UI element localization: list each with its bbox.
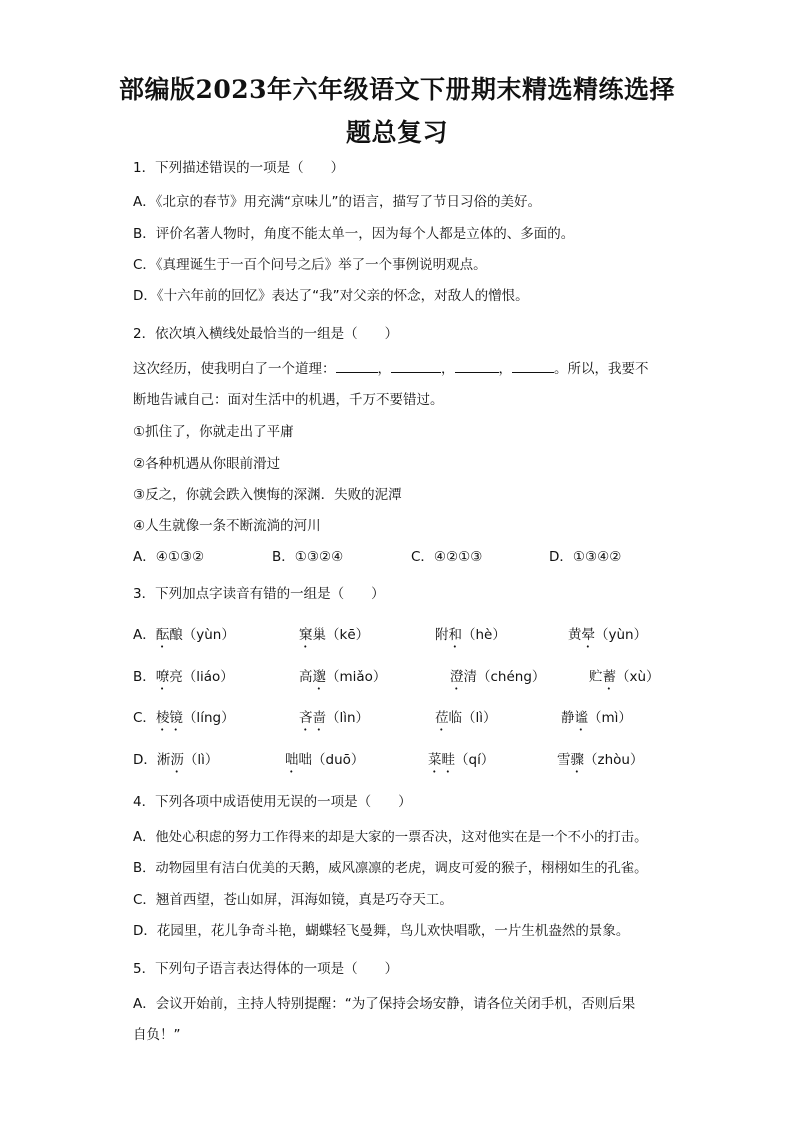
- question-2-stem: 2．依次填入横线处最恰当的一组是（ ）: [133, 326, 399, 342]
- question-1-stem: 1．下列描述错误的一项是（ ）: [133, 160, 345, 176]
- dotted-char: 咄: [285, 752, 299, 768]
- q3-row-c-item-3: 莅临（lì）: [435, 710, 497, 726]
- question-2-option-a: A．④①③②: [133, 549, 205, 565]
- dotted-char: 嘹: [155, 669, 170, 685]
- question-1-option-a: A．《北京的春节》用充满“京味儿”的语言，描写了节日习俗的美好。: [133, 194, 541, 210]
- question-2-item-4: ④人生就像一条不断流淌的河川: [133, 518, 321, 534]
- question-5-stem: 5．下列句子语言表达得体的一项是（ ）: [133, 961, 399, 977]
- question-4-option-d: D．花园里，花儿争奇斗艳，蝴蝶轻飞曼舞，鸟儿欢快唱歌，一片生机盎然的景象。: [133, 923, 630, 939]
- q3-row-c-item-2: 吝啬（lìn）: [299, 710, 370, 726]
- passage-end: 。所以，我要不: [554, 361, 649, 377]
- comma: ，: [498, 361, 512, 377]
- q3-row-b-item-3: 澄清（chéng）: [450, 669, 546, 685]
- question-2-item-2: ②各种机遇从你眼前滑过: [133, 456, 281, 472]
- passage-start: 这次经历，使我明白了一个道理：: [133, 361, 336, 377]
- dotted-char: 邈: [312, 669, 326, 685]
- dotted-char: 莅: [435, 710, 449, 726]
- dotted-char: 菜畦: [428, 752, 455, 768]
- q3-row-a-item-3: 附和（hè）: [435, 627, 506, 643]
- question-2-item-1: ①抓住了，你就走出了平庸: [133, 424, 294, 440]
- document-title-line-1: 部编版2023年六年级语文下册期末精选精练选择: [118, 75, 676, 104]
- comma: ，: [377, 361, 391, 377]
- q3-row-a-item-1: A．酝酿（yùn）: [133, 627, 235, 643]
- q3-row-b-item-1: B．嘹亮（liáo）: [133, 669, 234, 685]
- question-5-option-a-line-2: 自负！”: [133, 1027, 181, 1043]
- q3-row-d-item-3: 菜畦（qí）: [428, 752, 495, 768]
- dotted-char: 酝: [155, 627, 170, 643]
- q3-row-b-item-4: 贮蓄（xù）: [589, 669, 660, 685]
- q3-row-d-item-2: 咄咄（duō）: [285, 752, 365, 768]
- question-5-option-a-line-1: A．会议开始前，主持人特别提醒：“为了保持会场安静，请各位关闭手机，否则后果: [133, 996, 636, 1012]
- dotted-char: 澄: [450, 669, 464, 685]
- q3-row-a-item-2: 窠巢（kē）: [299, 627, 370, 643]
- question-2-option-b: B．①③②④: [272, 549, 344, 565]
- fill-blank-1[interactable]: [336, 360, 378, 373]
- dotted-char: 骤: [570, 752, 584, 768]
- question-4-option-c: C．翘首西望，苍山如屏，洱海如镜，真是巧夺天工。: [133, 892, 453, 908]
- question-2-option-d: D．①③④②: [549, 549, 622, 565]
- q3-row-d-item-1: D．淅沥（lì）: [133, 752, 219, 768]
- document-title-line-2: 题总复习: [345, 118, 448, 147]
- dotted-char: 蓄: [602, 669, 616, 685]
- q3-row-b-item-2: 高邈（miǎo）: [299, 669, 387, 685]
- question-2-option-c: C．④②①③: [411, 549, 483, 565]
- dotted-char: 沥: [170, 752, 184, 768]
- dotted-char: 吝啬: [299, 710, 326, 726]
- dotted-char: 谧: [574, 710, 588, 726]
- question-1-option-b: B．评价名著人物时，角度不能太单一，因为每个人都是立体的、多面的。: [133, 226, 575, 242]
- dotted-char: 晕: [581, 627, 595, 643]
- comma: ，: [441, 361, 455, 377]
- question-4-option-b: B．动物园里有洁白优美的天鹅，威风凛凛的老虎，调皮可爱的猴子，栩栩如生的孔雀。: [133, 861, 648, 876]
- q3-row-c-item-1: C．棱镜（líng）: [133, 710, 235, 726]
- q3-row-d-item-4: 雪骤（zhòu）: [557, 752, 644, 768]
- question-2-passage-line-1: [133, 360, 649, 378]
- dotted-char: 和: [448, 627, 462, 643]
- q3-row-a-item-4: 黄晕（yùn）: [568, 627, 648, 643]
- fill-blank-4[interactable]: [512, 360, 554, 373]
- q3-row-c-item-4: 静谧（mì）: [561, 710, 632, 726]
- dotted-char: 窠: [299, 627, 313, 643]
- fill-blank-2[interactable]: [391, 360, 441, 373]
- dotted-char: 棱镜: [155, 710, 183, 726]
- question-4-stem: 4．下列各项中成语使用无误的一项是（ ）: [133, 794, 412, 810]
- question-1-option-c: C．《真理诞生于一百个问号之后》举了一个事例说明观点。: [133, 257, 487, 273]
- fill-blank-3[interactable]: [455, 360, 499, 373]
- question-3-stem: 3．下列加点字读音有错的一组是（ ）: [133, 586, 385, 602]
- question-2-item-3: ③反之，你就会跌入懊悔的深渊．失败的泥潭: [133, 487, 402, 503]
- question-1-option-d: D．《十六年前的回忆》表达了“我”对父亲的怀念，对敌人的憎恨。: [133, 288, 529, 304]
- question-2-passage-line-2: 断地告诫自己：面对生活中的机遇，千万不要错过。: [133, 392, 444, 408]
- question-4-option-a: A．他处心积虑的努力工作得来的却是大家的一票否决，这对他实在是一个不小的打击。: [133, 830, 648, 845]
